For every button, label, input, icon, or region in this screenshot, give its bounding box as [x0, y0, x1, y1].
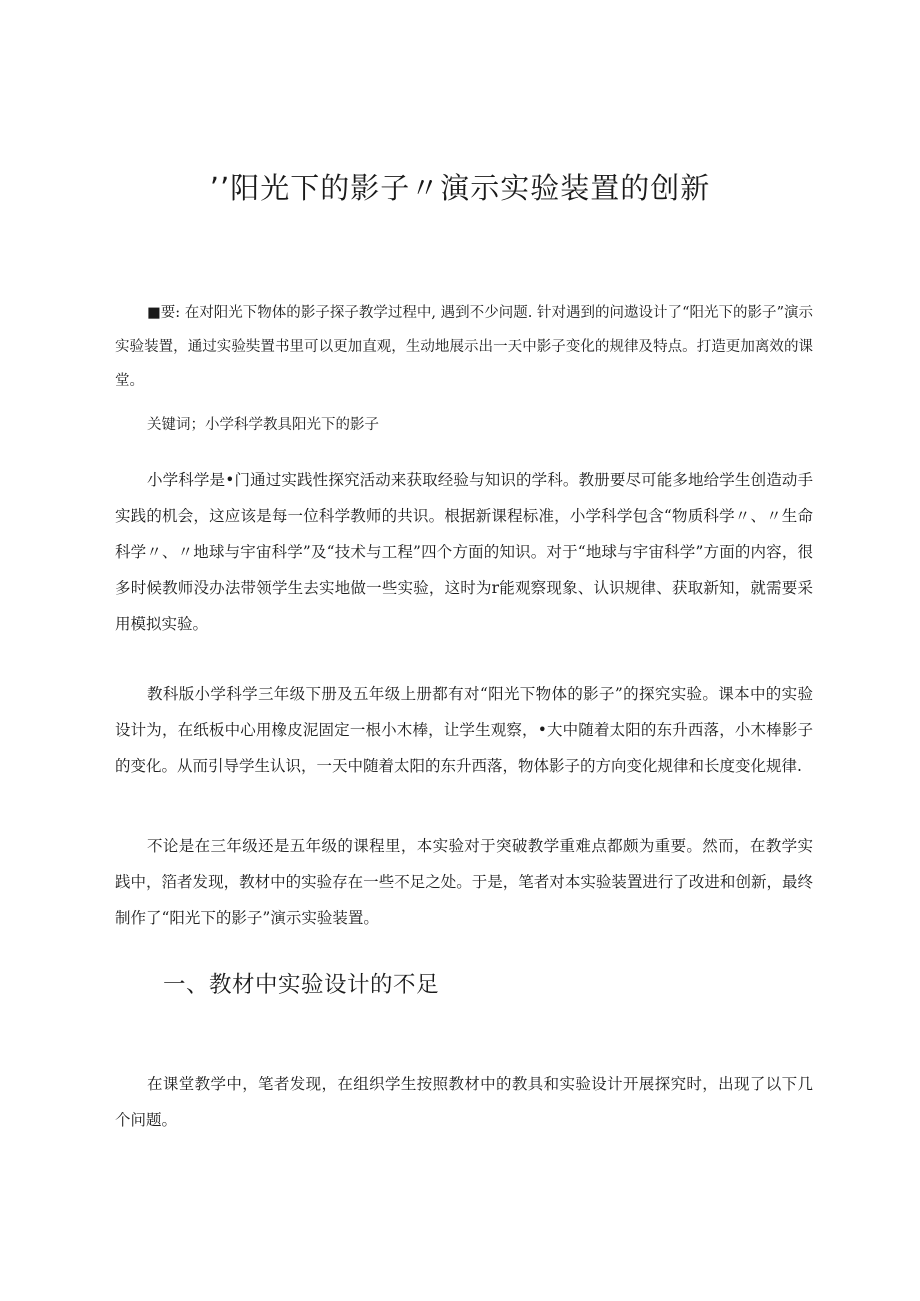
body-paragraph-3: 不论是在三年级还是五年级的课程里，本实验对于突破教学重难点都颇为重要。然而，在教学实践中，箔者发现，教材中的实验存在一些不足之处。于是，笔者对本实验装置进行了改进和创新，最终制作了“阳光下的影子”演示实验装置。 — [115, 837, 813, 927]
section-paragraph-1: 在课堂教学中，笔者发现，在组织学生按照教材中的教具和实验设计开展探究时，出现了以下几个问题。 — [115, 1075, 813, 1129]
keywords-line: 关键词；小学科学教具阳光下的影子 — [147, 417, 379, 433]
body-paragraph-2: 教科版小学科学三年级下册及五年级上册都有对“阳光下物体的影子”的探究实验。课本中的实验设计为，在纸板中心用橡皮泥固定一根小木棒，让学生观察，•大中随着太阳的东升西落，小木棒影子的变化。从而引导学生认识，一天中随着太阳的东升西落，物体影子的方向变化规律和长度变化规律. — [115, 685, 813, 775]
abstract-paragraph: ■要: 在对阳光下物体的影子探子教学过程中, 遇到不少问题. 针对遇到的问遨设计了“阳光下的影子”演示实验装置，通过实验奘置书里可以更加直观，生动地展示出一天中影子变化的规律及特点。打造更加离效的课堂。 — [115, 305, 813, 389]
body-paragraph-1: 小学科学是•门通过实践性探究活动来获取经验与知识的学科。教册要尽可能多地给学生创造动手实践的机会，这应该是每一位科学教师的共识。根据新课程标准，小学科学包含“物质科学〃、〃生命科学〃、〃地球与宇宙科学”及“技术与工程”四个方面的知识。对于“地球与宇宙科学”方面的内容，很多时候教师没办法带领学生去实地做一些实验，这时为r能观察现象、认识规律、获取新知，就需要采用模拟实验。 — [115, 471, 813, 633]
document-title: ’’阳光下的影子〃演示实验装置的创新 — [209, 171, 711, 205]
section-heading-1: 一、教材中实验设计的不足 — [163, 972, 440, 998]
